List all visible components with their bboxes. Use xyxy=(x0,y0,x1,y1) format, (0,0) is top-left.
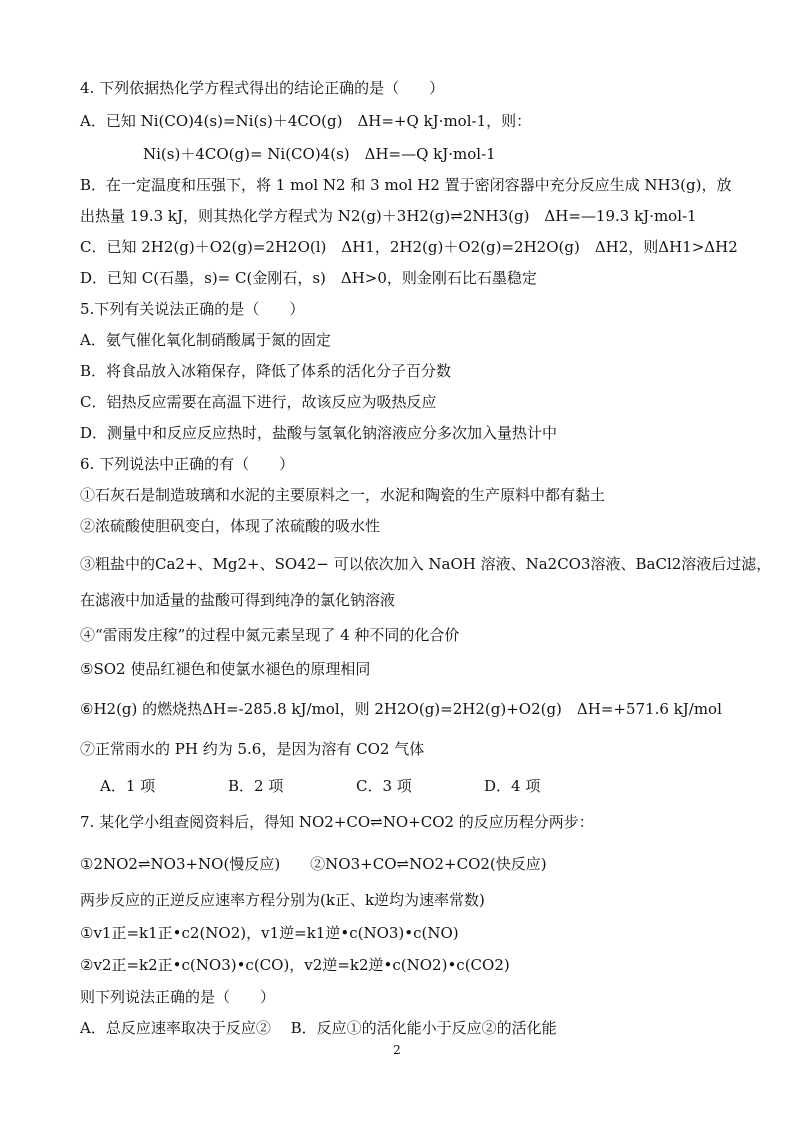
q7-question: 则下列说法正确的是（ ） xyxy=(80,988,276,1006)
q6-statement-5: ⑤SO2 使品红褪色和使氯水褪色的原理相同 xyxy=(80,660,371,678)
q7-steps: ①2NO2⇌NO3+NO(慢反应) ②NO3+CO⇌NO2+CO2(快反应) xyxy=(80,855,547,873)
q6-statement-3: ③粗盐中的Ca2+、Mg2+、SO42− 可以依次加入 NaOH 溶液、Na2CO3溶液、BaCl2溶液后过滤， xyxy=(80,555,772,573)
q6-statement-3-cont: 在滤液中加适量的盐酸可得到纯净的氯化钠溶液 xyxy=(80,591,396,609)
q5-stem: 5.下列有关说法正确的是（ ） xyxy=(80,300,305,318)
q6-statement-2: ②浓硫酸使胆矾变白，体现了浓硫酸的吸水性 xyxy=(80,517,381,535)
q6-option-a: A．1 项 xyxy=(100,777,156,795)
q6-option-c: C．3 项 xyxy=(356,777,412,795)
q6-statement-4: ④“雷雨发庄稼”的过程中氮元素呈现了 4 种不同的化合价 xyxy=(80,626,460,644)
q7-rate-eq-1: ①v1正=k1正•c2(NO2)，v1逆=k1逆•c(NO3)•c(NO) xyxy=(80,924,459,942)
q4-option-a: A．已知 Ni(CO)4(s)=Ni(s)＋4CO(g) ΔH=+Q kJ·mol-1，则： xyxy=(80,112,532,130)
q6-stem: 6. 下列说法中正确的有（ ） xyxy=(80,455,295,473)
q4-stem: 4. 下列依据热化学方程式得出的结论正确的是（ ） xyxy=(80,79,445,97)
q7-options-ab: A．总反应速率取决于反应② B．反应①的活化能小于反应②的活化能 xyxy=(80,1019,557,1037)
q5-option-c: C．铝热反应需要在高温下进行，故该反应为吸热反应 xyxy=(80,393,437,411)
q6-statement-7: ⑦正常雨水的 PH 约为 5.6，是因为溶有 CO2 气体 xyxy=(80,740,425,758)
page-number: 2 xyxy=(393,1043,401,1057)
q4-option-c: C．已知 2H2(g)＋O2(g)=2H2O(l) ΔH1，2H2(g)＋O2(g)=2H2O(g) ΔH2，则ΔH1>ΔH2 xyxy=(80,238,738,256)
q7-rate-intro: 两步反应的正逆反应速率方程分别为(k正、k逆均为速率常数) xyxy=(80,891,485,909)
q4-option-d: D．已知 C(石墨，s)= C(金刚石，s) ΔH>0，则金刚石比石墨稳定 xyxy=(80,269,537,287)
q7-rate-eq-2: ②v2正=k2正•c(NO3)•c(CO)，v2逆=k2逆•c(NO2)•c(CO2) xyxy=(80,956,510,974)
q4-option-b-cont: 出热量 19.3 kJ，则其热化学方程式为 N2(g)＋3H2(g)⇌2NH3(g) ΔH=—19.3 kJ·mol-1 xyxy=(80,207,697,225)
q5-option-b: B．将食品放入冰箱保存，降低了体系的活化分子百分数 xyxy=(80,362,452,380)
q4-option-a-cont: Ni(s)＋4CO(g)= Ni(CO)4(s) ΔH=—Q kJ·mol-1 xyxy=(143,145,496,163)
q4-option-b: B．在一定温度和压强下，将 1 mol N2 和 3 mol H2 置于密闭容器中充分反应生成 NH3(g)，放 xyxy=(80,176,732,194)
q5-option-a: A．氨气催化氧化制硝酸属于氮的固定 xyxy=(80,331,331,349)
q6-statement-1: ①石灰石是制造玻璃和水泥的主要原料之一，水泥和陶瓷的生产原料中都有黏土 xyxy=(80,486,606,504)
q5-option-d: D．测量中和反应反应热时，盐酸与氢氧化钠溶液应分多次加入量热计中 xyxy=(80,424,558,442)
q6-options xyxy=(100,776,724,796)
q6-option-d: D．4 项 xyxy=(484,777,541,795)
q7-stem: 7. 某化学小组查阅资料后，得知 NO2+CO⇌NO+CO2 的反应历程分两步： xyxy=(80,813,594,831)
q6-statement-6: ⑥H2(g) 的燃烧热ΔH=-285.8 kJ/mol，则 2H2O(g)=2H2(g)+O2(g) ΔH=+571.6 kJ/mol xyxy=(80,700,722,718)
q6-option-b: B．2 项 xyxy=(228,777,284,795)
